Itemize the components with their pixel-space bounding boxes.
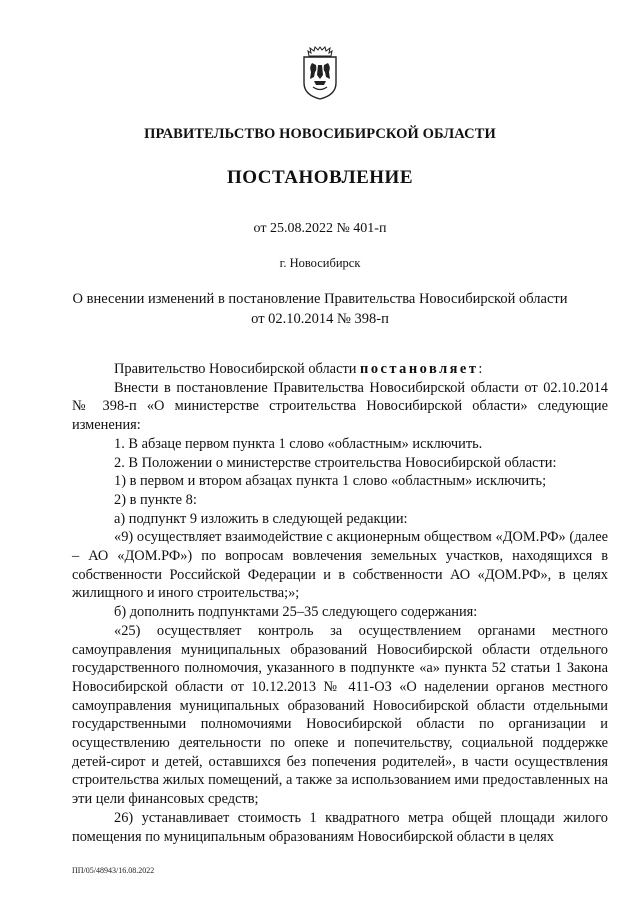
- coat-of-arms-icon: [301, 45, 339, 101]
- body-paragraph: 26) устанавливает стоимость 1 квадратного метра общей площади жилого помещения по муниципальным образованиям Новосибирской области в целях: [72, 809, 608, 845]
- body-paragraph: а) подпункт 9 изложить в следующей редакции:: [114, 510, 408, 527]
- subject-line-1: О внесении изменений в постановление Правительства Новосибирской области: [72, 291, 568, 307]
- intro-suffix: :: [478, 361, 483, 377]
- body-paragraph: 2. В Положении о министерстве строительства Новосибирской области:: [114, 454, 557, 471]
- organization-name: ПРАВИТЕЛЬСТВО НОВОСИБИРСКОЙ ОБЛАСТИ: [144, 126, 496, 142]
- document-city: г. Новосибирск: [279, 256, 361, 270]
- subject-line-2: от 02.10.2014 № 398-п: [251, 310, 389, 327]
- body-paragraph: 2) в пункте 8:: [114, 491, 197, 508]
- footer-document-code: ПП/05/48943/16.08.2022: [72, 866, 155, 875]
- body-paragraph: «9) осуществляет взаимодействие с акционерным обществом «ДОМ.РФ» (далее – АО «ДОМ.РФ») по вопросам вовлечения земельных участков, находящихся в собственности Российской Федерации и в собственности АО «ДОМ.РФ», в целях жилищного и иного строительства;»;: [72, 529, 608, 602]
- document-type: ПОСТАНОВЛЕНИЕ: [226, 167, 414, 188]
- body-paragraph: 1) в первом и втором абзацах пункта 1 слово «областным» исключить;: [114, 473, 547, 490]
- intro-paragraph: [72, 360, 608, 379]
- intro-prefix: Правительство Новосибирской области: [114, 361, 361, 377]
- body-paragraph: Внести в постановление Правительства Новосибирской области от 02.10.2014 № 398-п «О министерстве строительства Новосибирской области» следующие изменения:: [72, 379, 608, 434]
- body-paragraph: «25) осуществляет контроль за осуществлением органами местного самоуправления муниципальных образований Новосибирской области отдельного государственного полномочия, указанного в подпункте «а» пункта 52 статьи 1 Закона Новосибирской области от 10.12.2013 № 411-ОЗ «О наделении органов местного самоуправления муниципальных образований Новосибирской области отдельными государственными полномочиями Новосибирской области по организации и осуществлению деятельности по опеке и попечительству, социальной поддержке детей-сирот и детей, оставшихся без попечения родителей», в части осуществления строительства жилых помещений, а также за использованием ими предоставленных на эти цели финансовых средств;: [72, 622, 608, 808]
- body-paragraph: б) дополнить подпунктами 25–35 следующего содержания:: [114, 604, 478, 621]
- document-date-number: от 25.08.2022 № 401-п: [253, 221, 387, 236]
- body-paragraph: 1. В абзаце первом пункта 1 слово «областным» исключить.: [114, 435, 483, 452]
- document-subject: [72, 290, 568, 329]
- decree-word: постановляет: [360, 361, 479, 377]
- document-body: [72, 360, 608, 846]
